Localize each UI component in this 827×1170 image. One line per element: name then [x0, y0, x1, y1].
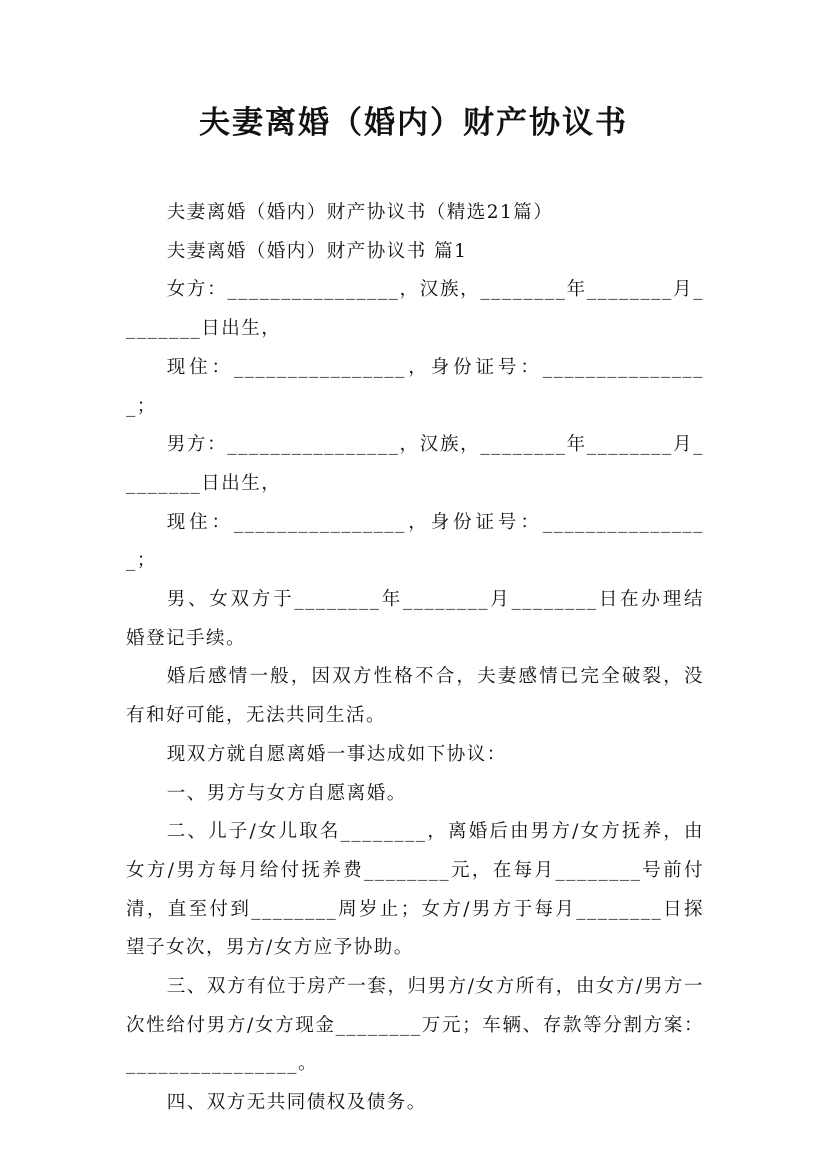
paragraph-clause-2: 二、儿子/女儿取名________，离婚后由男方/女方抚养，由女方/男方每月给付抚养费________元，在每月________号前付清，直至付到________周岁止；女方/男方于每月________日探望子女次，男方/女方应予协助。: [126, 821, 704, 959]
paragraph-agreement-intro: 现双方就自愿离婚一事达成如下协议：: [166, 743, 507, 765]
paragraph-wife-info: 女方：________________，汉族，________年________月________日出生，: [126, 279, 704, 340]
paragraph-clause-4: 四、双方无共同债权及债务。: [166, 1092, 427, 1114]
paragraph-marriage-registration: 男、女双方于________年________月________日在办理结婚登记手续。: [126, 589, 704, 649]
paragraph-clause-3: 三、双方有位于房产一套，归男方/女方所有，由女方/男方一次性给付男方/女方现金________万元；车辆、存款等分割方案：________________。: [126, 976, 704, 1075]
paragraph-husband-info: 男方：________________，汉族，________年________月________日出生，: [126, 434, 704, 494]
document-title: 夫妻离婚（婚内）财产协议书: [199, 105, 628, 141]
paragraph-relationship: 婚后感情一般，因双方性格不合，夫妻感情已完全破裂，没有和好可能，无法共同生活。: [126, 666, 704, 727]
paragraph-husband-address: 现住：________________，身份证号：________________；: [126, 511, 704, 572]
paragraph-clause-1: 一、男方与女方自愿离婚。: [166, 782, 407, 804]
paragraph-chapter-heading: 夫妻离婚（婚内）财产协议书 篇1: [166, 240, 468, 262]
document-body: [126, 194, 704, 1123]
paragraph-wife-address: 现住：________________，身份证号：________________；: [126, 356, 704, 417]
paragraph-subtitle: 夫妻离婚（婚内）财产协议书（精选21篇）: [166, 202, 554, 223]
